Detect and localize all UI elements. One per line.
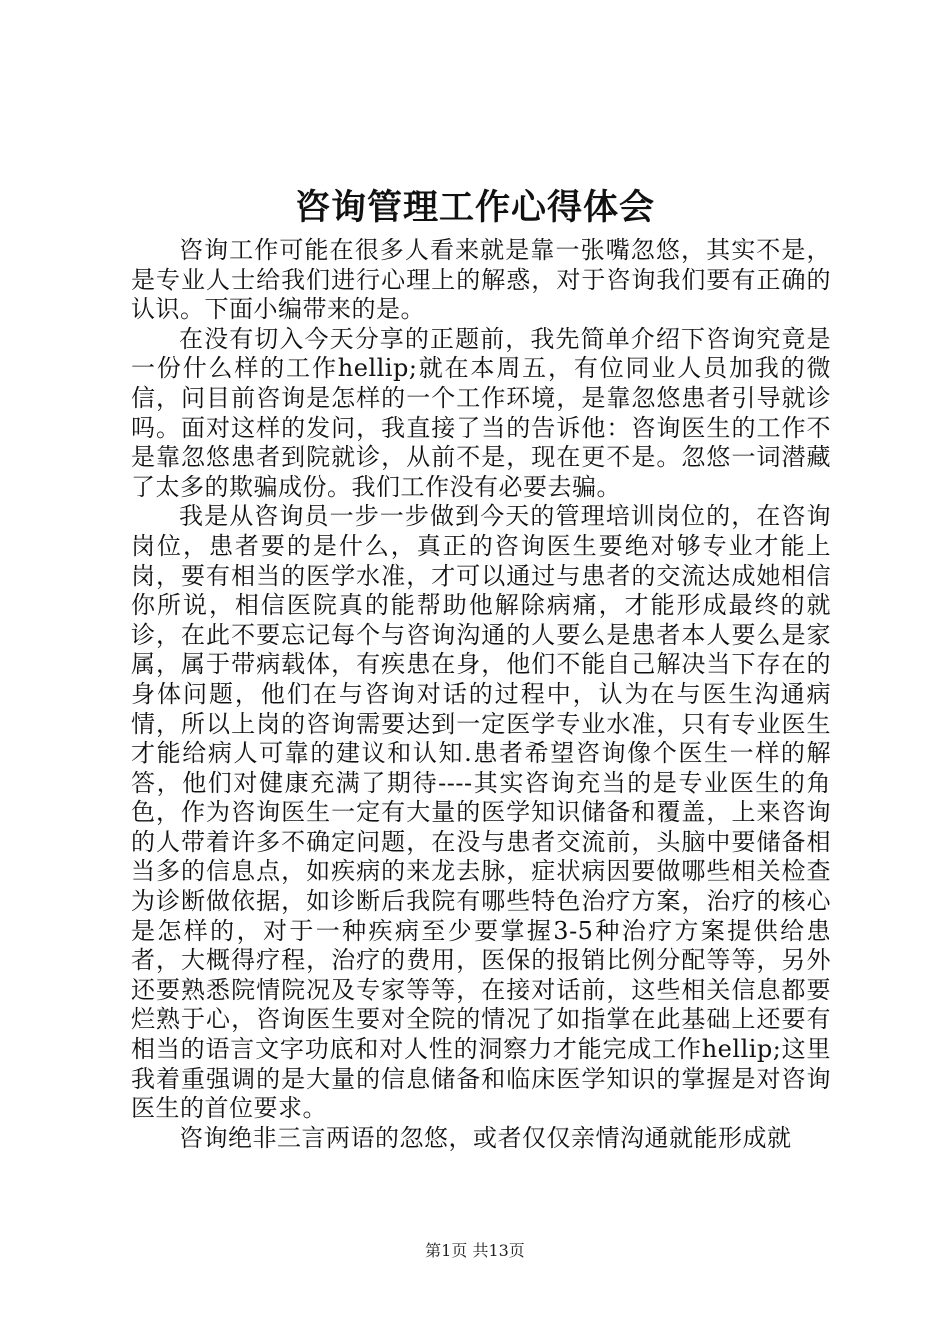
paragraph-4: 咨询绝非三言两语的忽悠，或者仅仅亲情沟通就能形成就 <box>179 1123 792 1152</box>
paragraph-1: 咨询工作可能在很多人看来就是靠一张嘴忽悠，其实不是，是专业人士给我们进行心理上的解惑，对于咨询我们要有正确的认识。下面小编带来的是。 <box>131 236 831 324</box>
document-body <box>131 236 831 1153</box>
paragraph-3: 我是从咨询员一步一步做到今天的管理培训岗位的，在咨询岗位，患者要的是什么，真正的咨询医生要绝对够专业才能上岗，要有相当的医学水准，才可以通过与患者的交流达成她相信你所说，相信医院真的能帮助他解除病痛，才能形成最终的就诊，在此不要忘记每个与咨询沟通的人要么是患者本人要么是家属，属于带病载体，有疾患在身，他们不能自己解决当下存在的身体问题，他们在与咨询对话的过程中，认为在与医生沟通病情，所以上岗的咨询需要达到一定医学专业水准，只有专业医生才能给病人可靠的建议和认知.患者希望咨询像个医生一样的解答，他们对健康充满了期待----其实咨询充当的是专业医生的角色，作为咨询医生一定有大量的医学知识储备和覆盖，上来咨询的人带着许多不确定问题，在没与患者交流前，头脑中要储备相当多的信息点，如疾病的来龙去脉，症状病因要做哪些相关检查为诊断做依据，如诊断后我院有哪些特色治疗方案，治疗的核心是怎样的，对于一种疾病至少要掌握3-5种治疗方案提供给患者，大概得疗程，治疗的费用，医保的报销比例分配等等，另外还要熟悉院情院况及专家等等，在接对话前，这些相关信息都要烂熟于心，咨询医生要对全院的情况了如指掌在此基础上还要有相当的语言文字功底和对人性的洞察力才能完成工作hellip;这里我着重强调的是大量的信息储备和临床医学知识的掌握是对咨询医生的首位要求。 <box>131 502 831 1123</box>
paragraph-2: 在没有切入今天分享的正题前，我先简单介绍下咨询究竟是一份什么样的工作hellip;就在本周五，有位同业人员加我的微信，问目前咨询是怎样的一个工作环境，是靠忽悠患者引导就诊吗。面对这样的发问，我直接了当的告诉他：咨询医生的工作不是靠忽悠患者到院就诊，从前不是，现在更不是。忽悠一词潜藏了太多的欺骗成份。我们工作没有必要去骗。 <box>131 324 831 501</box>
page-footer: 第1页 共13页 <box>425 1241 525 1260</box>
document-title: 咨询管理工作心得体会 <box>294 187 655 228</box>
